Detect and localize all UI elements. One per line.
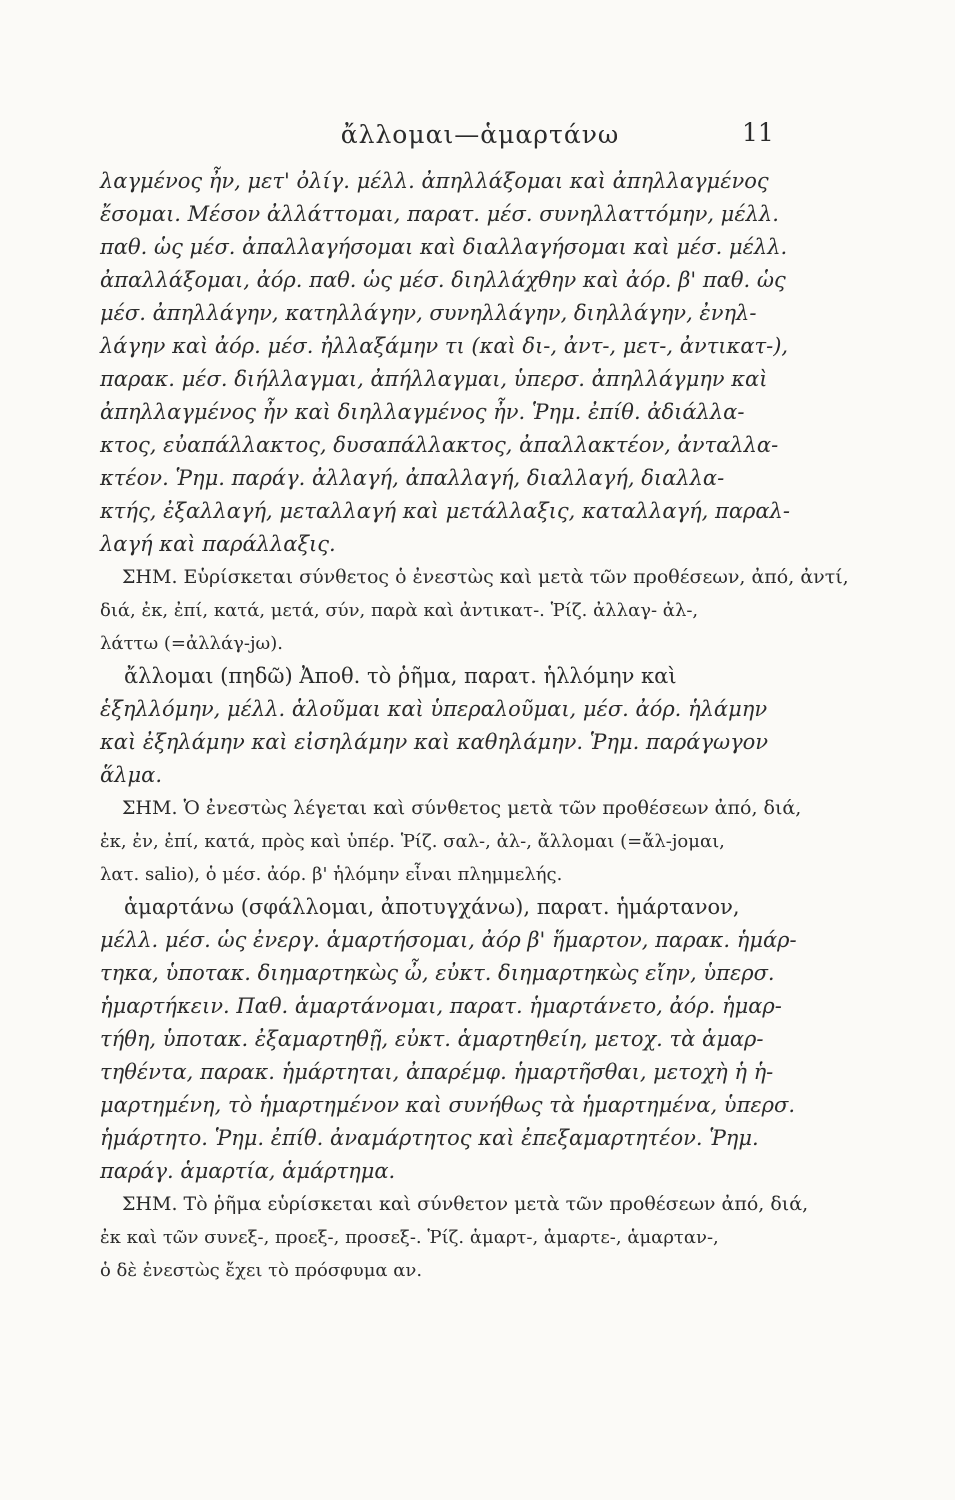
text-line: ἀπηλλαγμένος ἦν καὶ διηλλαγμένος ἦν. Ῥημ. ἐπίθ. ἀδιάλλα- [100,400,745,424]
text-line: κτέον. Ῥημ. παράγ. ἀλλαγή, ἀπαλλαγή, διαλλαγή, διαλλα- [100,466,725,490]
note-line: λάττω (=ἀλλάγ-jω). [100,633,283,654]
text-line: καὶ ἐξηλάμην καὶ εἰσηλάμην καὶ καθηλάμην. Ῥημ. παράγωγον [100,730,769,754]
running-header: ἄλλομαι—ἁμαρτάνω [340,120,620,149]
text-line: παρακ. μέσ. διήλλαγμαι, ἀπήλλαγμαι, ὑπερσ. ἀπηλλάγμην καὶ [100,367,768,391]
note-line: διά, ἐκ, ἐπί, κατά, μετά, σύν, παρὰ καὶ ἀντικατ-. Ῥίζ. ἀλλαγ- ἀλ-, [100,600,699,621]
text-line: ἡμαρτήκειν. Παθ. ἁμαρτάνομαι, παρατ. ἡμαρτάνετο, ἀόρ. ἡμαρ- [100,994,782,1018]
text-line: παθ. ὡς μέσ. ἀπαλλαγήσομαι καὶ διαλλαγήσομαι καὶ μέσ. μέλλ. [100,235,788,259]
text-line: μέσ. ἀπηλλάγην, κατηλλάγην, συνηλλάγην, διηλλάγην, ἐνηλ- [100,301,757,325]
lemma-entry: ἁμαρτάνω (σφάλλομαι, ἀποτυγχάνω), παρατ. ἡμάρτανον, [124,895,740,919]
text-line: τηθέντα, παρακ. ἡμάρτηται, ἀπαρέμφ. ἡμαρτῆσθαι, μετοχὴ ἡ ἡ- [100,1060,774,1084]
text-line: ἅλμα. [100,763,162,787]
text-line: λάγην καὶ ἀόρ. μέσ. ἠλλαξάμην τι (καὶ δι-, ἀντ-, μετ-, ἀντικατ-), [100,334,789,358]
text-line: τηκα, ὑποτακ. διημαρτηκὼς ὦ, εὐκτ. διημαρτηκὼς εἴην, ὑπερσ. [100,961,775,985]
note-line: ΣΗΜ. Τὸ ῥῆμα εὑρίσκεται καὶ σύνθετον μετὰ τῶν προθέσεων ἀπό, διά, [122,1193,809,1215]
text-line: ἔσομαι. Μέσον ἀλλάττομαι, παρατ. μέσ. συνηλλαττόμην, μέλλ. [100,202,779,226]
text-line: ἡμάρτητο. Ῥημ. ἐπίθ. ἀναμάρτητος καὶ ἐπεξαμαρτητέον. Ῥημ. [100,1126,759,1150]
note-line: ΣΗΜ. Ὁ ἐνεστὼς λέγεται καὶ σύνθετος μετὰ τῶν προθέσεων ἀπό, διά, [122,797,802,819]
note-line: ἐκ, ἐν, ἐπί, κατά, πρὸς καὶ ὑπέρ. Ῥίζ. σαλ-, ἀλ-, ἄλλομαι (=ἄλ-jομαι, [100,831,725,852]
text-line: λαγή καὶ παράλλαξις. [100,532,336,556]
text-line: παράγ. ἁμαρτία, ἁμάρτημα. [100,1159,396,1183]
note-line: λατ. salio), ὁ μέσ. ἀόρ. β' ἡλόμην εἶναι πλημμελής. [100,864,563,885]
text-line: κτος, εὐαπάλλακτος, δυσαπάλλακτος, ἀπαλλακτέον, ἀνταλλα- [100,433,779,457]
note-line: ΣΗΜ. Εὑρίσκεται σύνθετος ὁ ἐνεστὼς καὶ μετὰ τῶν προθέσεων, ἀπό, ἀντί, [122,566,849,588]
note-line: ἐκ καὶ τῶν συνεξ-, προεξ-, προσεξ-. Ῥίζ. ἁμαρτ-, ἁμαρτε-, ἁμαρταν-, [100,1227,719,1248]
note-line: ὁ δὲ ἐνεστὼς ἔχει τὸ πρόσφυμα αν. [100,1260,423,1281]
text-line: μέλλ. μέσ. ὡς ἐνεργ. ἁμαρτήσομαι, ἀόρ β' ἥμαρτον, παρακ. ἡμάρ- [100,928,797,952]
lemma-entry: ἄλλομαι (πηδῶ) Ἀποθ. τὸ ῥῆμα, παρατ. ἡλλόμην καὶ [124,664,677,688]
text-line: ἀπαλλάξομαι, ἀόρ. παθ. ὡς μέσ. διηλλάχθην καὶ ἀόρ. β' παθ. ὡς [100,268,786,292]
text-line: μαρτημένη, τὸ ἡμαρτημένον καὶ συνήθως τὰ ἡμαρτημένα, ὑπερσ. [100,1093,795,1117]
main-text [100,165,849,1287]
page-number: 11 [742,118,774,147]
text-line: τήθη, ὑποτακ. ἐξαμαρτηθῇ, εὐκτ. ἁμαρτηθείη, μετοχ. τὰ ἁμαρ- [100,1027,764,1051]
text-line: ἑξηλλόμην, μέλλ. ἁλοῦμαι καὶ ὑπεραλοῦμαι, μέσ. ἀόρ. ἡλάμην [100,697,768,721]
text-line: λαγμένος ἦν, μετ' ὀλίγ. μέλλ. ἀπηλλάξομαι καὶ ἀπηλλαγμένος [100,169,769,193]
text-line: κτής, ἐξαλλαγή, μεταλλαγή καὶ μετάλλαξις, καταλλαγή, παραλ- [100,499,790,523]
